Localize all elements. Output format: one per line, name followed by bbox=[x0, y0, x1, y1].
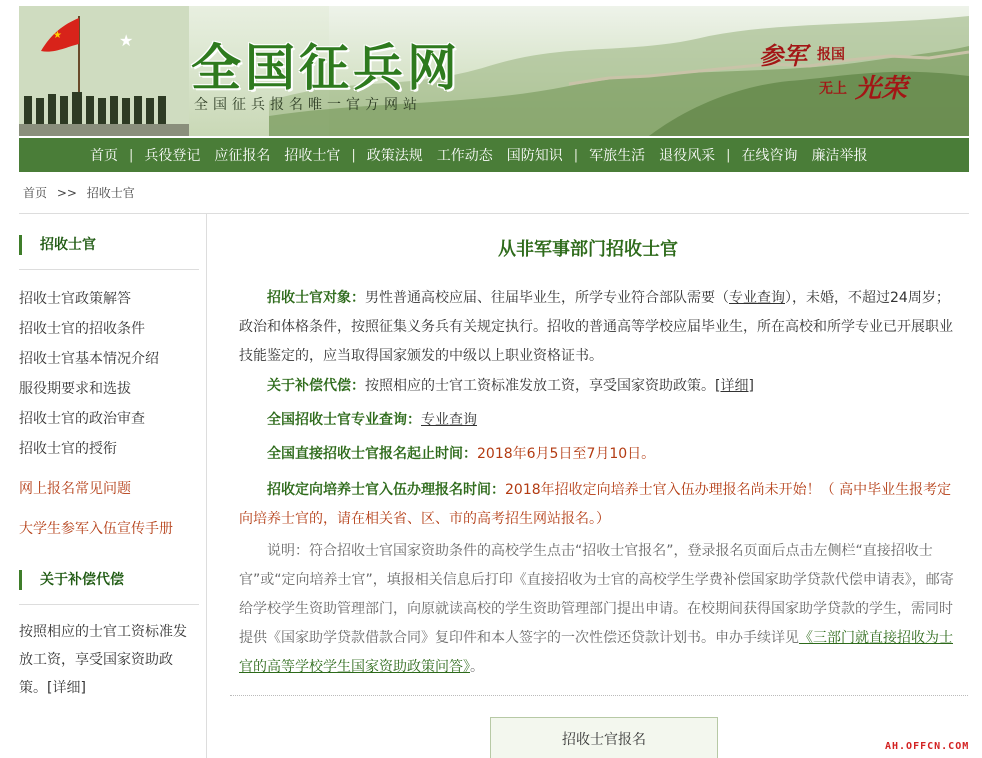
nav-home[interactable]: 首页 bbox=[90, 148, 118, 164]
text-target-b: ），未婚，不超过24周岁；政治和体格条件，按照征集义务兵有关规定执行。招收的普通高等学校应届毕业生，所在高校和所学专业已开展职业技能鉴定的，应当取得国家颁发的中级以上职业资格证书。 bbox=[239, 290, 953, 364]
nav-report[interactable]: 廉洁举报 bbox=[811, 148, 868, 164]
para-compensation bbox=[239, 372, 961, 401]
slogan-part3: 无上 bbox=[819, 81, 847, 97]
sidebar-detail-link[interactable]: [详细] bbox=[47, 680, 86, 696]
text-target-a: 男性普通高校应届、往届毕业生，所学专业符合部队需要（ bbox=[365, 290, 729, 306]
nav-separator: | bbox=[351, 147, 356, 163]
sidebar-divider bbox=[19, 604, 199, 605]
nco-apply-button[interactable]: 招收士官报名 bbox=[490, 717, 718, 758]
value-directed: 2018年招收定向培养士官入伍办理报名尚未开始！（ 高中毕业生报考定向培养士官的，请在相关省、区、市的高考招生网站报名。） bbox=[239, 482, 952, 527]
value-deadline: 2018年6月5日至7月10日。 bbox=[477, 446, 656, 462]
note-text: 说明：符合招收士官国家资助条件的高校学生点击“招收士官报名”，登录报名页面后点击左侧栏“直接招收士官”或“定向培养士官”，填报相关信息后打印《直接招收为士官的高校学生学费补偿国家助学贷款代偿申请表》，邮寄给学校学生资助管理部门，向原就读高校的学生资助管理部门提出申请。在校期间获得国家助学贷款的学生，需同时提供《国家助学贷款借款合同》复印件和本人签字的一次性偿还贷款计划书。申办手续详见 bbox=[239, 543, 954, 646]
sidebar-link-service[interactable]: 服役期要求和选拔 bbox=[19, 381, 131, 397]
slogan-part4: 光荣 bbox=[855, 74, 908, 104]
nav-news[interactable]: 工作动态 bbox=[436, 148, 493, 164]
breadcrumb-sep: >> bbox=[56, 186, 77, 200]
nav-enlist-apply[interactable]: 应征报名 bbox=[214, 148, 271, 164]
nav-separator: | bbox=[129, 147, 134, 163]
breadcrumb-home[interactable]: 首页 bbox=[23, 186, 48, 200]
para-target bbox=[239, 284, 961, 371]
sidebar-link-handbook[interactable]: 大学生参军入伍宣传手册 bbox=[19, 521, 173, 537]
breadcrumb-current[interactable]: 招收士官 bbox=[86, 186, 135, 200]
sidebar-link-rank[interactable]: 招收士官的授衔 bbox=[19, 441, 117, 457]
sidebar-link-faq[interactable]: 网上报名常见问题 bbox=[19, 481, 131, 497]
nav-policy[interactable]: 政策法规 bbox=[366, 148, 423, 164]
label-directed: 招收定向培养士官入伍办理报名时间： bbox=[267, 482, 505, 498]
text-compensation: 按照相应的士官工资标准发放工资，享受国家资助政策。 bbox=[365, 378, 715, 394]
main-nav bbox=[19, 138, 969, 172]
sidebar-link-political[interactable]: 招收士官的政治审查 bbox=[19, 411, 145, 427]
sidebar-divider bbox=[19, 269, 199, 270]
nav-registration[interactable]: 兵役登记 bbox=[144, 148, 201, 164]
nav-defense[interactable]: 国防知识 bbox=[506, 148, 563, 164]
sidebar-link-policy[interactable]: 招收士官政策解答 bbox=[19, 291, 131, 307]
link-major-query[interactable]: 专业查询 bbox=[729, 290, 785, 306]
nav-military-life[interactable]: 军旅生活 bbox=[589, 148, 646, 164]
sidebar-compensation-text bbox=[19, 618, 199, 702]
para-note bbox=[239, 537, 961, 682]
nav-nco-recruit[interactable]: 招收士官 bbox=[284, 148, 341, 164]
slogan bbox=[759, 36, 939, 116]
site-subtitle: 全国征兵报名唯一官方网站 bbox=[194, 97, 422, 113]
svg-text:★: ★ bbox=[53, 30, 62, 41]
link-major-query-2[interactable]: 专业查询 bbox=[421, 412, 477, 428]
para-directed bbox=[239, 476, 961, 534]
page-title: 从非军事部门招收士官 bbox=[498, 239, 678, 260]
nav-separator: | bbox=[726, 147, 731, 163]
sidebar-heading-nco: 招收士官 bbox=[19, 235, 96, 255]
breadcrumb bbox=[23, 184, 141, 201]
sidebar-link-intro[interactable]: 招收士官基本情况介绍 bbox=[19, 351, 159, 367]
label-compensation: 关于补偿代偿： bbox=[267, 378, 365, 394]
link-qa[interactable]: 《三部门就直接招收为士官的高等学校学生国家资助政策问答》 bbox=[239, 630, 953, 675]
para-deadline bbox=[239, 440, 961, 469]
nav-veterans[interactable]: 退役风采 bbox=[659, 148, 716, 164]
site-banner bbox=[19, 6, 969, 136]
slogan-part1: 参军 bbox=[759, 42, 807, 70]
label-target: 招收士官对象： bbox=[267, 290, 365, 306]
sidebar-compensation-body: 按照相应的士官工资标准发放工资，享受国家资助政策。 bbox=[19, 624, 187, 696]
sidebar-link-conditions[interactable]: 招收士官的招收条件 bbox=[19, 321, 145, 337]
sidebar-heading-compensation: 关于补偿代偿 bbox=[19, 570, 124, 590]
nav-separator: | bbox=[573, 147, 579, 163]
nav-consult[interactable]: 在线咨询 bbox=[741, 148, 798, 164]
svg-text:★: ★ bbox=[119, 31, 134, 50]
soldiers-flag-image bbox=[19, 6, 189, 136]
link-detail[interactable]: [详细] bbox=[715, 378, 754, 394]
dotted-divider bbox=[230, 695, 968, 696]
label-major-query: 全国招收士官专业查询： bbox=[267, 412, 421, 428]
site-logo[interactable]: 全国征兵网 bbox=[191, 39, 461, 97]
column-divider bbox=[206, 214, 207, 758]
slogan-part2: 报国 bbox=[817, 47, 845, 63]
divider bbox=[19, 213, 969, 214]
watermark: AH.OFFCN.COM bbox=[885, 741, 970, 752]
label-deadline: 全国直接招收士官报名起止时间： bbox=[267, 446, 477, 462]
note-end: 。 bbox=[470, 659, 484, 675]
para-major-query bbox=[239, 406, 961, 435]
